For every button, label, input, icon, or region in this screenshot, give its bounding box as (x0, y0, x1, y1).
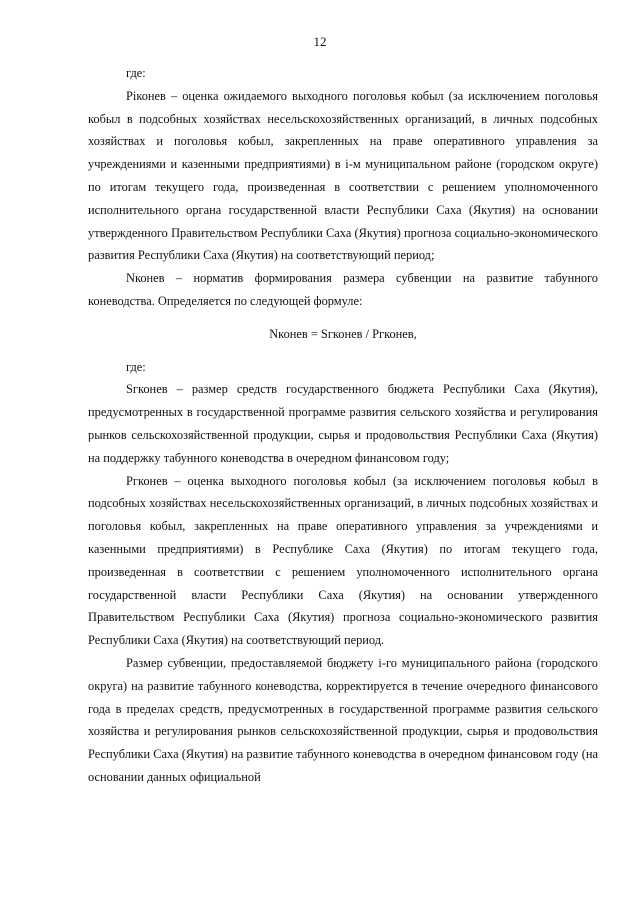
paragraph-subvention-adjustment: Размер субвенции, предоставляемой бюджету i-го муниципального района (городского округа) на развитие табунного коневодства, корректируется в течение очередного финансового года в пределах средств, предусмотренных в государственной программе развития сельского хозяйства и регулирования рынков сельскохозяйственной продукции, сырья и продовольствия Республики Саха (Якутия) на развитие табунного коневодства в очередном финансовом году (на основании данных официальной (88, 655, 598, 784)
where-label-2: где: (126, 359, 146, 374)
page-number: 12 (313, 34, 327, 49)
formula: Nконев = Sгконев / Pгконев, (269, 326, 417, 341)
paragraph-nkonev-definition: Nконев – норматив формирования размера субвенции на развитие табунного коневодства. Определяется по следующей формуле: (88, 271, 598, 308)
paragraph-pikonev-definition: Pіконев – оценка ожидаемого выходного поголовья кобыл (за исключением поголовья кобыл в подсобных хозяйствах несельскохозяйственных организаций, в личных подсобных хозяйствах и поголовья кобыл, закрепленных на праве оперативного управления за учреждениями и казенными предприятиями) в i-м муниципальном районе (городском округе) по итогам текущего года, произведенная в соответствии с решением уполномоченного исполнительного органа государственной власти Республики Саха (Якутия) на основании утвержденного Правительством Республики Саха (Якутия) прогноза социально-экономического развития Республики Саха (Якутия) на соответствующий период; (88, 88, 598, 263)
where-label: где: (126, 66, 146, 80)
document-body (88, 62, 598, 789)
paragraph-sgkonev-definition: Sгконев – размер средств государственного бюджета Республики Саха (Якутия), предусмотренных в государственной программе развития сельского хозяйства и регулирования рынков сельскохозяйственной продукции, сырья и продовольствия Республики Саха (Якутия) на поддержку табунного коневодства в очередном финансовом году; (88, 382, 598, 465)
paragraph-pgkonev-definition: Pгконев – оценка выходного поголовья кобыл (за исключением поголовья кобыл в подсобных хозяйствах несельскохозяйственных организаций, в личных подсобных хозяйствах и поголовья кобыл, закрепленных на праве оперативного управления за учреждениями и казенными предприятиями) в Республике Саха (Якутия) по итогам текущего года, произведенная в соответствии с решением уполномоченного исполнительного органа государственной власти Республики Саха (Якутия) на основании утвержденного Правительством Республики Саха (Якутия) прогноза социально-экономического развития Республики Саха (Якутия) на соответствующий период. (88, 473, 598, 648)
